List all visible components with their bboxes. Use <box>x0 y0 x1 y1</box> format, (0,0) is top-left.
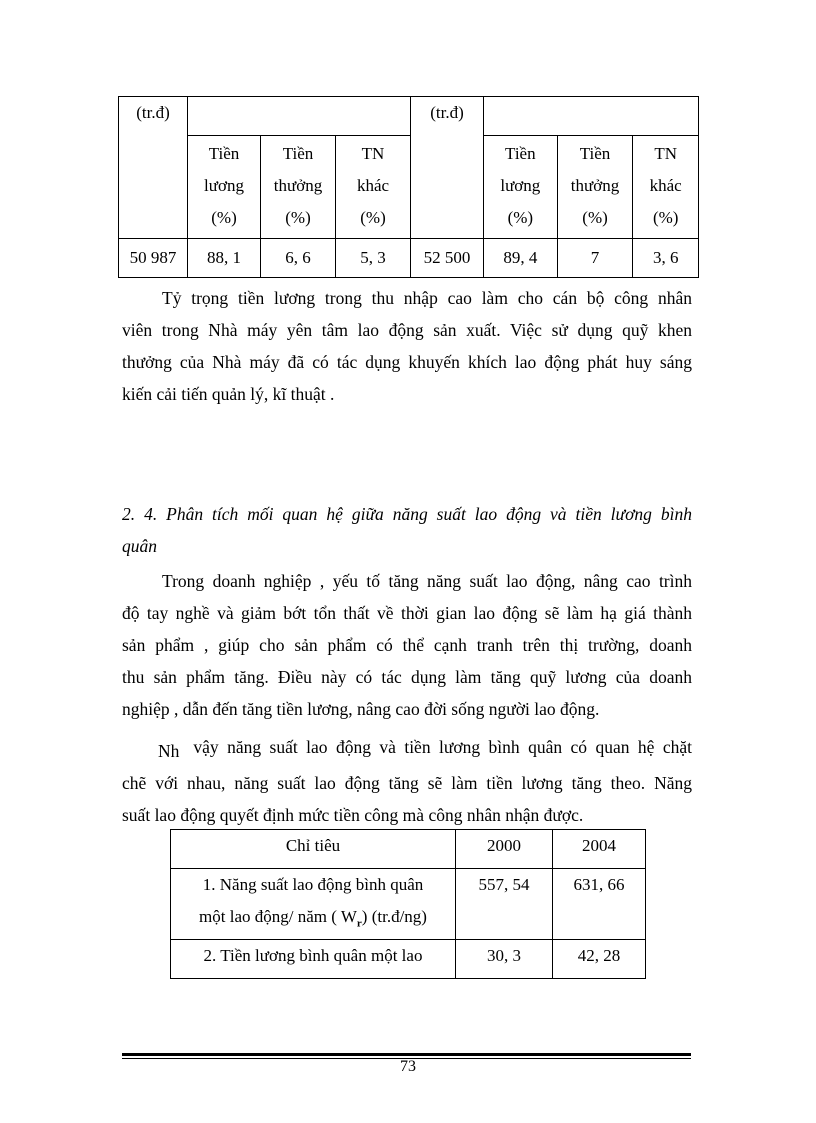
subheader-cell: Tiền thưởng (%) <box>557 136 633 239</box>
table-cell: 631, 66 <box>553 869 646 940</box>
row-label: một lao động/ năm ( W <box>199 907 357 926</box>
table-cell: 557, 54 <box>456 869 553 940</box>
table-cell: 50 987 <box>119 239 188 278</box>
text-line: Trong doanh nghiệp , yếu tố tăng năng suất lao động, nâng cao trình <box>162 571 692 591</box>
row-label: ) (tr.đ/ng) <box>361 907 427 926</box>
table-cell: 5, 3 <box>336 239 411 278</box>
text-line: sản phẩm , giúp cho sản phẩm có thể cạnh tranh trên thị trường, doanh <box>122 635 692 655</box>
table-cell: 3, 6 <box>633 239 699 278</box>
row-label: 1. Năng suất lao động bình quân <box>202 875 424 894</box>
empty-header-right <box>484 97 699 136</box>
paragraph-relationship <box>122 731 692 831</box>
text-fragment: vậy năng suất lao động và tiền lương bình quân có quan hệ chặt <box>193 737 692 757</box>
header-cell: 2000 <box>456 830 553 869</box>
table-cell: 52 500 <box>411 239 484 278</box>
text-line: độ tay nghề và giảm bớt tổn thất về thời gian lao động sẽ làm hạ giá thành <box>122 603 692 623</box>
table-cell: 6, 6 <box>261 239 336 278</box>
unit-cell-right <box>411 97 484 239</box>
unit-label: (tr.đ) <box>136 103 170 122</box>
subheader-cell: Tiền thưởng (%) <box>261 136 336 239</box>
text-line: thưởng của Nhà máy đã có tác dụng khuyến khích lao động phát huy sáng <box>122 352 692 372</box>
text-line <box>122 731 692 767</box>
text-fragment: Nh <box>158 741 180 761</box>
unit-label: (tr.đ) <box>430 103 464 122</box>
table-cell: 42, 28 <box>553 940 646 979</box>
text-line: viên trong Nhà máy yên tâm lao động sản xuất. Việc sử dụng quỹ khen <box>122 320 692 340</box>
paragraph-productivity <box>122 565 692 725</box>
text-line: nghiệp , dẫn đến tăng tiền lương, nâng cao đời sống người lao động. <box>122 699 600 719</box>
table-cell: 89, 4 <box>484 239 558 278</box>
subheader-cell: TN khác (%) <box>633 136 699 239</box>
text-line: suất lao động quyết định mức tiền công mà công nhân nhận được. <box>122 805 584 825</box>
table-cell: 7 <box>557 239 633 278</box>
subheader-cell: Tiền lương (%) <box>188 136 261 239</box>
text-line: kiến cải tiến quản lý, kĩ thuật . <box>122 384 335 404</box>
header-cell: Chỉ tiêu <box>171 830 456 869</box>
header-cell: 2004 <box>553 830 646 869</box>
table-cell: 88, 1 <box>188 239 261 278</box>
page-number: 73 <box>400 1058 416 1075</box>
productivity-wage-table <box>170 829 646 979</box>
row-label-cell: 2. Tiền lương bình quân một lao <box>171 940 456 979</box>
row-label-cell <box>171 869 456 940</box>
unit-cell-left <box>119 97 188 239</box>
income-structure-table <box>118 96 699 278</box>
text-line: thu sản phẩm tăng. Điều này có tác dụng làm tăng quỹ lương của doanh <box>122 667 692 687</box>
subscript: r <box>356 917 362 930</box>
subheader-cell: Tiền lương (%) <box>484 136 558 239</box>
text-line: chẽ với nhau, năng suất lao động tăng sẽ làm tiền lương tăng theo. Năng <box>122 773 692 793</box>
section-heading <box>122 498 692 562</box>
heading-line: quân <box>122 536 157 556</box>
text-line: Tỷ trọng tiền lương trong thu nhập cao làm cho cán bộ công nhân <box>162 288 692 308</box>
empty-header-left <box>188 97 411 136</box>
heading-line: 2. 4. Phân tích mối quan hệ giữa năng suất lao động và tiền lương bình <box>122 504 692 524</box>
paragraph-income-share <box>122 282 692 410</box>
footer-rule-thick <box>122 1053 691 1056</box>
subheader-cell: TN khác (%) <box>336 136 411 239</box>
table-cell: 30, 3 <box>456 940 553 979</box>
